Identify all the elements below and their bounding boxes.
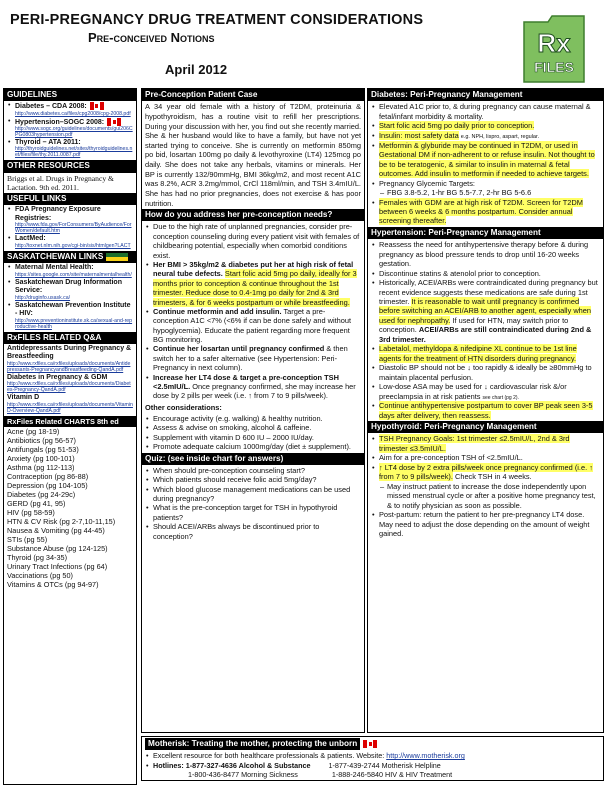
guideline-thyroid-link[interactable]: http://thyroidguidelines.net/sites/thyroidguidelines.net/files/file/thy.2011.0087.pdf bbox=[15, 146, 133, 159]
chart-ref: Vitamins & OTCs (pg 94-97) bbox=[7, 579, 99, 589]
how-header: How do you address her pre-conception needs? bbox=[142, 209, 364, 221]
qa-antidepressants: Antidepressants During Pregnancy & Breastfeeding bbox=[7, 344, 132, 361]
glycemic-targets: – FBG 3.8-5.2, 1-hr BG 5.5-7.7, 2-hr BG 5-6.6 bbox=[379, 188, 600, 197]
chart-ref: Antibiotics (pg 56-57) bbox=[7, 436, 76, 446]
guideline-diabetes-link[interactable]: http://www.diabetes.ca/files/cpg2008/cpg-2008.pdf bbox=[15, 110, 131, 117]
sask-prevention: • Saskatchewan Prevention Institute - HIV: http://www.preventioninstitute.sk.ca/sexual-and-reproductive-health bbox=[7, 302, 133, 331]
guideline-thyroid: • Thyroid – ATA 2011: http://thyroidguidelines.net/sites/thyroidguidelines.net/files/file/thy.2011.0087.pdf bbox=[7, 139, 133, 159]
quiz-question: • When should pre-conception counseling start? bbox=[145, 466, 361, 475]
chart-ref: HIV (pg 58-59) bbox=[7, 507, 55, 517]
chart-ref: Anxiety (pg 100-101) bbox=[7, 454, 75, 463]
chart-ref: Acne (pg 18-19) bbox=[7, 427, 60, 437]
diabetes-item: • Elevated A1C prior to, & during pregnancy can cause maternal & fetal/infant morbidity & mortality. bbox=[371, 102, 600, 121]
chart-ref: Antifungals (pg 51-53) bbox=[7, 445, 79, 455]
thyroid-subitem: – May instruct patient to increase the dose independently upon missed menstrual cycle or after a positive home pregnancy test, & to notify physician as soon as possible. bbox=[379, 482, 600, 510]
diabetes-item: • Females with GDM are at high risk of T2DM. Screen for T2DM between 6 weeks & 6 months postpartum. Consider annual screening thereafter. bbox=[371, 198, 600, 226]
druginfo-link[interactable]: http://druginfo.usask.ca/ bbox=[15, 294, 71, 301]
qa-antidepressants-link[interactable]: http://www.rxfiles.ca/rxfiles/uploads/documents/Antidepressants-PregnancyandBreastfeeding-QandA.pdf bbox=[7, 360, 131, 373]
consideration-item: • Assess & advise on smoking, alcohol & caffeine. bbox=[145, 423, 361, 432]
charts-header: RxFiles Related CHARTS 8th ed bbox=[4, 416, 136, 427]
thyroid-item: • ↑ LT4 dose by 2 extra pills/week once pregnancy confirmed (i.e. ↑ from 7 to 9 pills/week). Check TSH in 4 weeks. – May instruct patient to increase the dose independently upon missed menstrual cycle or after a positive home pregnancy test, & to notify physician as soon as possible. bbox=[371, 463, 600, 510]
lactmed-link[interactable]: http://toxnet.nlm.nih.gov/cgi-bin/sis/htmlgen?LACT bbox=[15, 242, 131, 249]
left-column bbox=[3, 88, 137, 785]
right-column bbox=[367, 88, 604, 733]
chart-ref: Urinary Tract Infections (pg 64) bbox=[7, 561, 108, 571]
htn-item: • Reassess the need for antihypertensive therapy before & during pregnancy as blood pressure tends to drop until 16-20 weeks gestation. bbox=[371, 240, 600, 268]
other-resources-header: OTHER RESOURCES bbox=[4, 160, 136, 172]
sask-drug-info: • Saskatchewan Drug Information Service: http://druginfo.usask.ca/ bbox=[7, 279, 133, 302]
htn-item: • Low-dose ASA may be used for ↓ cardiovascular risk &/or preeclampsia in at risk patients see chart (pg 2). bbox=[371, 382, 600, 401]
motherisk-box bbox=[141, 736, 604, 781]
how-item: • Due to the high rate of unplanned pregnancies, consider pre-conception counseling during every patient visit with females of childbearing potential, especially when comorbid conditions exist. bbox=[145, 222, 361, 260]
chart-ref: Contraception (pg 86-88) bbox=[7, 471, 89, 481]
chart-ref: Diabetes (pg 24-29c) bbox=[7, 489, 76, 499]
quiz-question: • Which patients should receive folic acid 5mg/day? bbox=[145, 475, 361, 484]
consideration-item: • Promote adequate calcium 1000mg/day (diet ± supplement). bbox=[145, 442, 361, 451]
qa-vitamin-d: Vitamin D bbox=[7, 394, 40, 402]
thyroid-item: • Aim for a pre-conception TSH of <2.5mIU/L. bbox=[371, 453, 600, 462]
chart-ref: Asthma (pg 112-113) bbox=[7, 462, 75, 472]
qa-diabetes: Diabetes in Pregnancy & GDM bbox=[7, 373, 108, 381]
hypertension-header: Hypertension: Peri-Pregnancy Management bbox=[368, 227, 603, 239]
htn-item: • Continue antihypertensive postpartum to cover BP peak seen 3-5 days after delivery, then reassess. bbox=[371, 401, 600, 420]
htn-item: • Discontinue statins & atenolol prior to conception. bbox=[371, 269, 600, 278]
how-item: • Increase her LT4 dose & target a pre-conception TSH <2.5mIU/L. Once pregnancy confirmed, she may increase her dose by 2 pills per week (i.e. ↑ from 7 to 9 pills/week). bbox=[145, 373, 361, 401]
sask-links-header: SASKATCHEWAN LINKS bbox=[4, 251, 136, 263]
how-item: • Her BMI > 35kg/m2 & diabetes put her at high risk of fetal neural tube defects. Start folic acid 5mg po daily, ideally for 3 months prior to conception & continue throughout the 1st trimester. Reduce dose to 0.4-1mg po daily for 2nd & 3rd trimesters, & for 6 weeks postpartum or while breastfeeding. bbox=[145, 260, 361, 307]
htn-item: • Historically, ACEI/ARBs were contraindicated during pregnancy but recent evidence suggests these medications are safe during 1st trimester. It is reasonable to wait until pregnancy is confirmed before switching an ACEI/ARB to another agent, especially when used for nephropathy. If used for HTN, may switch prior to conception. ACEI/ARBs are still contraindicated during 2nd & 3rd trimester. bbox=[371, 278, 600, 344]
diabetes-item: • Start folic acid 5mg po daily prior to conception. bbox=[371, 121, 600, 130]
guideline-diabetes: • Diabetes – CDA 2008: http://www.diabetes.ca/files/cpg2008/cpg-2008.pdf bbox=[7, 102, 133, 117]
qa-diabetes-link[interactable]: http://www.rxfiles.ca/rxfiles/uploads/documents/Diabetes-Pregnancy-QandA.pdf bbox=[7, 381, 131, 394]
diabetes-item: • Metformin & glyburide may be continued in T2DM, or used in Gestational DM if non-adherent to or refuse insulin. Not thought to be to be teratogenic, & similar to insulin in maternal & fetal outcomes. Add insulin to metformin if needed to achieve targets. bbox=[371, 141, 600, 179]
case-header: Pre-Conception Patient Case bbox=[142, 89, 364, 101]
guidelines-header: GUIDELINES bbox=[4, 89, 136, 101]
prevention-link[interactable]: http://www.preventioninstitute.sk.ca/sexual-and-reproductive-health bbox=[15, 317, 133, 330]
briggs-reference: Briggs et al. Drugs in Pregnancy & Lactation. 9th ed. 2011. bbox=[7, 173, 114, 192]
page-date: April 2012 bbox=[165, 62, 228, 77]
quiz-header: Quiz: (see inside chart for answers) bbox=[142, 453, 364, 465]
maternal-mental-health: • Maternal Mental Health: https://sites.google.com/site/maternalmentalhealth/ bbox=[7, 264, 133, 279]
chart-ref: Vaccinations (pg 50) bbox=[7, 570, 73, 580]
chart-ref: Thyroid (pg 34-35) bbox=[7, 552, 68, 562]
thyroid-item: • Post-partum: return the patient to her pre-pregnancy LT4 dose. May need to adjust the dose depending on the amount of weight gained. bbox=[371, 510, 600, 538]
chart-ref: Nausea & Vomiting (pg 44-45) bbox=[7, 525, 105, 535]
diabetes-header: Diabetes: Peri-Pregnancy Management bbox=[368, 89, 603, 101]
canada-flag-icon bbox=[363, 740, 377, 748]
hypothyroid-header: Hypothyroid: Peri-Pregnancy Management bbox=[368, 421, 603, 433]
chart-ref: GERD (pg 41, 95) bbox=[7, 498, 66, 508]
middle-column bbox=[141, 88, 365, 733]
svg-text:FILES: FILES bbox=[534, 59, 574, 75]
motherisk-link[interactable]: http://www.motherisk.org bbox=[386, 751, 465, 761]
qa-header: RxFILES RELATED Q&A bbox=[4, 332, 136, 344]
chart-ref: STIs (pg 55) bbox=[7, 534, 48, 544]
quiz-question: • Should ACEI/ARBs always be discontinued prior to conception? bbox=[145, 522, 361, 541]
chart-ref: HTN & CV Risk (pg 2-7,10-11,15) bbox=[7, 516, 116, 526]
lactmed: • LactMed: http://toxnet.nlm.nih.gov/cgi-bin/sis/htmlgen?LACT bbox=[7, 235, 133, 250]
consideration-item: • Encourage activity (e.g. walking) & healthy nutrition. bbox=[145, 414, 361, 423]
htn-item: • Labetalol, methyldopa & nifedipine XL continue to be 1st line agents for the treatment of HTN disorders during pregnancy. bbox=[371, 344, 600, 363]
rxfiles-logo bbox=[518, 8, 590, 88]
guideline-hypertension-link[interactable]: http://www.sogc.org/guidelines/documents/gui206CPG0803hypertension.pdf bbox=[15, 125, 133, 138]
chart-ref: Substance Abuse (pg 124-125) bbox=[7, 543, 108, 553]
other-considerations-label: Other considerations: bbox=[145, 402, 222, 412]
thyroid-item: • TSH Pregnancy Goals: 1st trimester ≤2.5mIU/L, 2nd & 3rd trimester ≤3.5mIU/L. bbox=[371, 434, 600, 453]
diabetes-item: • Insulin: most safety data e.g. NPH, lispro, aspart, regular. bbox=[371, 131, 600, 141]
fda-link[interactable]: http://www.fda.gov/ForConsumers/ByAudience/ForWomen/default.htm bbox=[15, 222, 132, 235]
motherisk-website: • Excellent resource for both healthcare professionals & patients. Website: http://www.motherisk.org bbox=[145, 751, 600, 760]
motherisk-header: Motherisk: Treating the mother, protecting the unborn bbox=[145, 738, 360, 750]
maternal-link[interactable]: https://sites.google.com/site/maternalmentalhealth/ bbox=[15, 271, 132, 278]
case-text: A 34 year old female with a history of T2DM, proteinuria & hypothyroidism, has a routine visit to refill her prescriptions. During your discussion with her, you find out she recently married. She & her husband would like to have a family, but have not yet started trying to conceive. She is currently on metformin 850mg po bid, losartan 100mg po daily & levothyroxine (LT4) 125mcg po daily. She does not take any herbals, vitamins or minerals. Her BP is currently 132/90mmHg, BMI 36kg/m2, and most recent A1C was 8.2%, ACR 3.2mg/mmol, CrCl 118ml/min, and TSH 3.4mIU/L. She has had no prior pregnancies, does not exercise & has poor nutrition. bbox=[145, 102, 361, 208]
fda-registries: • FDA Pregnancy Exposure Registries: http://www.fda.gov/ForConsumers/ByAudience/ForWomen/default.htm bbox=[7, 206, 133, 235]
htn-item: • Diastolic BP should not be ↓ too rapidly & ideally be ≥80mmHg to maintain placental perfusion. bbox=[371, 363, 600, 382]
consideration-item: • Supplement with vitamin D 600 IU – 2000 IU/day. bbox=[145, 433, 361, 442]
page-subtitle: Pre-conceived Notions bbox=[88, 30, 215, 45]
motherisk-hotlines: • Hotlines: 1-877-327-4636 Alcohol & Substance 1-877-439-2744 Motherisk Helpline bbox=[145, 761, 600, 770]
quiz-question: • What is the pre-conception target for TSH in hypothyroid patients? bbox=[145, 503, 361, 522]
quiz-question: • Which blood glucose management medications can be used during pregnancy? bbox=[145, 485, 361, 504]
chart-ref: Depression (pg 104-105) bbox=[7, 480, 88, 490]
qa-vitamin-d-link[interactable]: http://www.rxfiles.ca/rxfiles/uploads/documents/VitaminD-Overview-QandA.pdf bbox=[7, 401, 133, 414]
guideline-hypertension: • Hypertension–SOGC 2008: http://www.sogc.org/guidelines/documents/gui206CPG0803hypertension.pdf bbox=[7, 118, 133, 139]
motherisk-hotlines-2: 1-800-436-8477 Morning Sickness 1-888-246-5840 HIV & HIV Treatment bbox=[188, 769, 453, 779]
diabetes-item: • Pregnancy Glycemic Targets: – FBG 3.8-5.2, 1-hr BG 5.5-7.7, 2-hr BG 5-6.6 bbox=[371, 179, 600, 198]
svg-text:Rx: Rx bbox=[537, 28, 571, 58]
useful-links-header: USEFUL LINKS bbox=[4, 193, 136, 205]
sask-flag-icon bbox=[106, 253, 128, 261]
page-title: PERI-PREGNANCY DRUG TREATMENT CONSIDERATIONS bbox=[10, 12, 424, 28]
how-item: • Continue her losartan until pregnancy confirmed & then switch her to a safer alternative (see Hypertension: Peri-Pregnancy in next column). bbox=[145, 344, 361, 372]
how-item: • Continue metformin and add insulin. Target a pre-conception A1C <7% (<6% if can be done safely and without hypoglycemia). Educate the patient regarding more frequent BG monitoring. bbox=[145, 307, 361, 345]
